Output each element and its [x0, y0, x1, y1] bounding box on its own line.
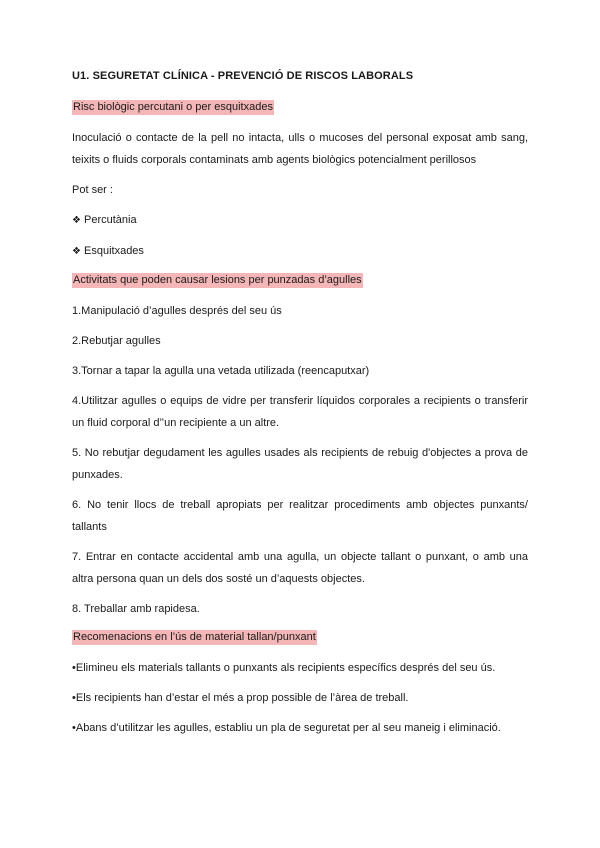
document-title: U1. SEGURETAT CLÍNICA - PREVENCIÓ DE RISCOS LABORALS [72, 70, 414, 82]
bullet-item [72, 240, 528, 263]
list-item: •Elimineu els materials tallants o punxants als recipients específics després del seu ús. [72, 662, 496, 674]
bullet-text: Percutània [84, 214, 137, 226]
list-item: 4.Utilitzar agulles o equips de vidre per transferir líquidos corporales a recipients o transferir un fluid corporal d’’un recipiente a un altre. [72, 395, 528, 429]
document-page [72, 68, 528, 747]
list-item: 8. Treballar amb rapidesa. [72, 603, 200, 615]
diamond-bullet-icon: ❖ [72, 215, 81, 226]
section-heading-activitats-text: Activitats que poden causar lesions per punzadas d’agulles [73, 274, 362, 286]
section-heading-recomenacions-text: Recomenacions en l’ús de material tallan/punxant [73, 631, 316, 643]
list-item: •Els recipients han d’estar el més a prop possible de l’àrea de treball. [72, 692, 409, 704]
definition-paragraph: Inoculació o contacte de la pell no intacta, ulls o mucoses del personal exposat amb sang, teixits o fluids corporals contaminats amb agents biològics potencialment perillosos [72, 132, 528, 166]
bullet-text: Esquitxades [84, 245, 144, 257]
pot-ser-label: Pot ser : [72, 184, 113, 196]
list-item: 6. No tenir llocs de treball apropiats per realitzar procediments amb objectes punxants/ tallants [72, 499, 528, 533]
list-item: 1.Manipulació d’agulles després del seu ús [72, 305, 282, 317]
section-heading-risc-text: Risc biològic percutani o per esquitxades [73, 101, 273, 113]
section-heading-risc [72, 98, 528, 115]
list-item: •Abans d’utilitzar les agulles, establiu un pla de seguretat per al seu maneig i eliminació. [72, 722, 501, 734]
list-item: 7. Entrar en contacte accidental amb una agulla, un objecte tallant o punxant, o amb una altra persona quan un dels dos sosté un d’aquests objectes. [72, 551, 528, 585]
section-heading-recomenacions [72, 628, 528, 645]
list-item: 5. No rebutjar degudament les agulles usades als recipients de rebuig d'objectes a prova de punxades. [72, 447, 528, 481]
list-item: 3.Tornar a tapar la agulla una vetada utilizada (reencaputxar) [72, 365, 370, 377]
bullet-item [72, 209, 528, 232]
diamond-bullet-icon: ❖ [72, 246, 81, 257]
list-item: 2.Rebutjar agulles [72, 335, 161, 347]
section-heading-activitats [72, 271, 528, 288]
